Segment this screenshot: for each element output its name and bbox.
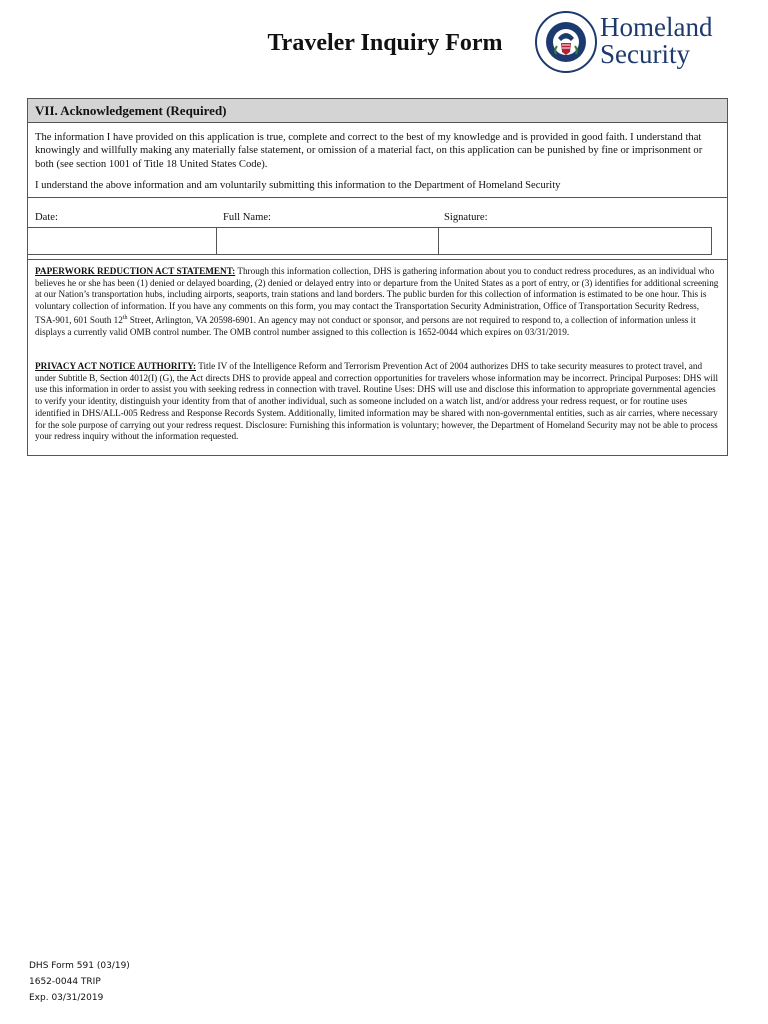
full-name-label: Full Name: [223, 212, 271, 223]
ordinal-suffix: th [122, 314, 128, 321]
page-title: Traveler Inquiry Form [267, 30, 503, 56]
privacy-heading: PRIVACY ACT NOTICE AUTHORITY: [35, 361, 197, 371]
acknowledgement-fields [28, 227, 712, 255]
privacy-body: Title IV of the Intelligence Reform and Terrorism Prevention Act of 2004 authorizes DHS to take security measures to protect travel, and under Subtitle B, Section 4012(I) (G), the Act directs DHS to provide appeal and correction opportunities for travelers whose information may be incorrect. Principal Purposes: DHS will use this information in order to assist you with seeking redress in connection with travel. Routine Uses: DHS will use and disclose this information to appropriate governmental agencies to verify your identity, distinguish your identity from that of another individual, such as someone included on a watch list, and/or address your redress request, or for routine uses identified in DHS/ALL-005 Redress and Response Records System. Additionally, limited information may be shared with non-governmental entities, such as air carries, where necessary for the sole purpose of carrying out your redress request. Disclosure: Furnishing this information is voluntary; however, the Department of Homeland Security may not be able to process your redress inquiry without the information requested. [35, 361, 719, 442]
dhs-logo [534, 10, 726, 74]
paperwork-heading: PAPERWORK REDUCTION ACT STATEMENT: [35, 266, 236, 276]
paperwork-body-2: Street, Arlington, VA 20598-6901. An agency may not conduct or sponsor, and persons are not required to respond to, a collection of information unless it displays a currently valid OMB control number. The OMB control number assigned to this collection is 1652-0044 which expires on 03/31/2019. [35, 314, 696, 337]
logo-line-2: Security [600, 39, 690, 69]
voluntary-statement: I understand the above information and am voluntarily submitting this information to the Department of Homeland Security [35, 180, 561, 191]
form-footer [29, 958, 130, 1006]
divider [28, 197, 727, 198]
section-heading: VII. Acknowledgement (Required) [28, 99, 727, 123]
logo-line-1: Homeland [600, 12, 713, 42]
date-field[interactable] [28, 228, 217, 254]
privacy-act-notice [35, 361, 721, 443]
form-number: DHS Form 591 (03/19) [29, 961, 130, 971]
acknowledgement-statement: The information I have provided on this application is true, complete and correct to the best of my knowledge and is provided in good faith. I understand that knowingly and willfully making any materially false statement, or omission of a material fact, on this application can be punished by fine or imprisonment or both (see section 1001 of Title 18 United States Code). [35, 132, 703, 170]
omb-number: 1652-0044 TRIP [29, 977, 101, 987]
logo-wordmark [600, 14, 712, 68]
dhs-seal-icon [534, 10, 598, 74]
divider [28, 259, 727, 260]
paperwork-reduction-statement [35, 266, 721, 338]
full-name-field[interactable] [217, 228, 439, 254]
signature-field[interactable] [439, 228, 712, 254]
paperwork-body-1: Through this information collection, DHS is gathering information about you to conduct redress procedures, as an individual who believes he or she has been (1) denied or delayed boarding, (2) denied or delayed entry into or departure from the United States as a port of entry, or (3) identifies for additional screening at our Nation’s transportation hubs, including airports, seaports, train stations and land borders. The public burden for this collection of information is estimated to be one hour. This is voluntary collection of information. If you have any comments on this form, you may contact the Transportation Security Administration, Office of Transportation Security Redress, TSA-901, 601 South 12 [35, 266, 719, 325]
signature-label: Signature: [444, 212, 488, 223]
date-label: Date: [35, 212, 58, 223]
expiration-date: Exp. 03/31/2019 [29, 993, 104, 1003]
acknowledgement-section [27, 98, 728, 456]
